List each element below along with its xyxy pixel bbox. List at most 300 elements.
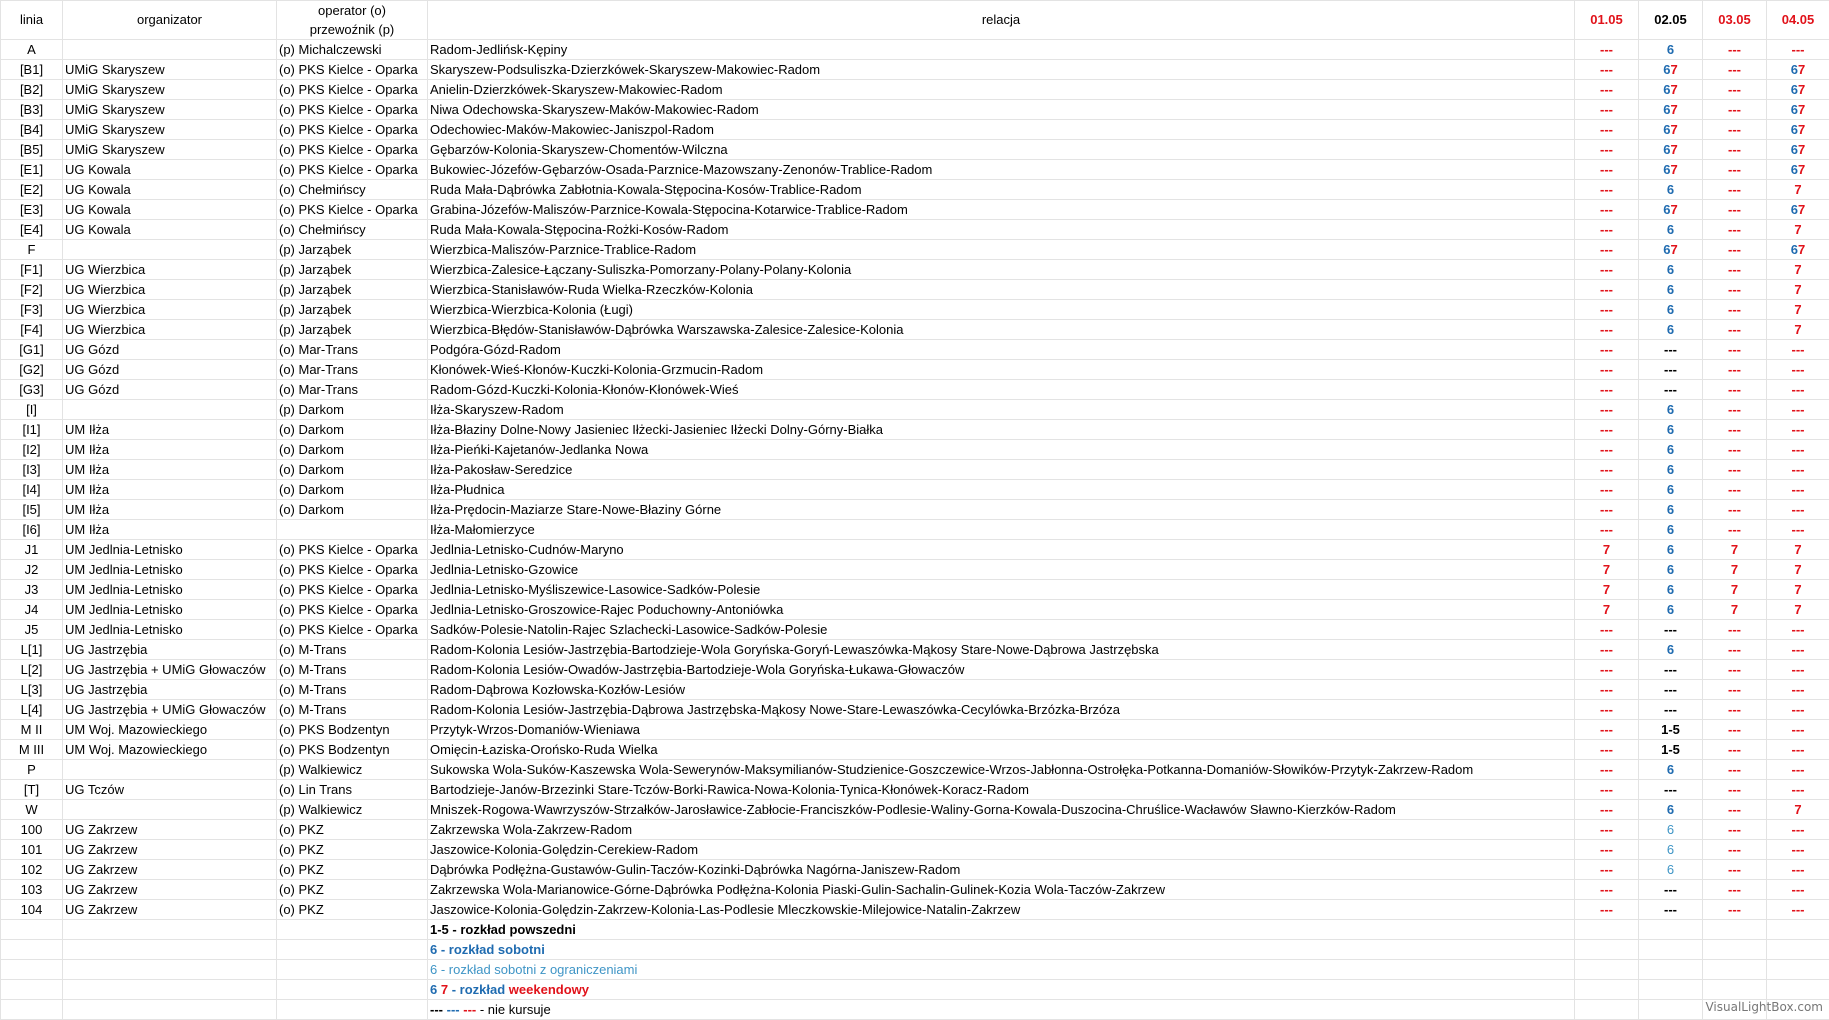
date-cell-0[interactable]: --- — [1575, 880, 1639, 900]
date-cell-2[interactable]: --- — [1703, 880, 1767, 900]
date-cell-2[interactable]: --- — [1703, 280, 1767, 300]
date-cell-3[interactable]: 7 — [1767, 180, 1829, 200]
date-cell-1[interactable]: 6 — [1639, 560, 1703, 580]
organizer-cell[interactable]: UG Jastrzębia — [63, 680, 277, 700]
line-cell[interactable]: [F4] — [1, 320, 63, 340]
empty-cell[interactable] — [1, 940, 63, 960]
empty-cell[interactable] — [277, 940, 428, 960]
header-date-03-05[interactable]: 03.05 — [1703, 1, 1767, 40]
organizer-cell[interactable]: UG Jastrzębia + UMiG Głowaczów — [63, 700, 277, 720]
route-cell[interactable]: Wierzbica-Maliszów-Parznice-Trablice-Radom — [428, 240, 1575, 260]
date-cell-1[interactable]: 6 — [1639, 820, 1703, 840]
route-cell[interactable]: Iłża-Małomierzyce — [428, 520, 1575, 540]
line-cell[interactable]: J5 — [1, 620, 63, 640]
route-cell[interactable]: Zakrzewska Wola-Marianowice-Górne-Dąbrówka Podłężna-Kolonia Piaski-Gulin-Sachalin-Gulinek-Kozia Wola-Taczów-Zakrzew — [428, 880, 1575, 900]
empty-cell[interactable] — [1767, 980, 1829, 1000]
empty-cell[interactable] — [1767, 960, 1829, 980]
empty-cell[interactable] — [1703, 980, 1767, 1000]
date-cell-0[interactable]: --- — [1575, 680, 1639, 700]
line-cell[interactable]: [B5] — [1, 140, 63, 160]
date-cell-3[interactable]: 7 — [1767, 600, 1829, 620]
date-cell-3[interactable]: --- — [1767, 620, 1829, 640]
date-cell-0[interactable]: --- — [1575, 820, 1639, 840]
organizer-cell[interactable]: UM Iłża — [63, 440, 277, 460]
date-cell-2[interactable]: --- — [1703, 340, 1767, 360]
route-cell[interactable]: Iłża-Prędocin-Maziarze Stare-Nowe-Błaziny Górne — [428, 500, 1575, 520]
operator-cell[interactable]: (o) PKS Kielce - Oparka — [277, 540, 428, 560]
date-cell-3[interactable]: --- — [1767, 480, 1829, 500]
organizer-cell[interactable]: UG Zakrzew — [63, 880, 277, 900]
date-cell-2[interactable]: --- — [1703, 700, 1767, 720]
line-cell[interactable]: [I4] — [1, 480, 63, 500]
operator-cell[interactable]: (o) Mar-Trans — [277, 340, 428, 360]
date-cell-3[interactable]: --- — [1767, 680, 1829, 700]
line-cell[interactable]: W — [1, 800, 63, 820]
organizer-cell[interactable]: UG Zakrzew — [63, 860, 277, 880]
date-cell-3[interactable]: --- — [1767, 700, 1829, 720]
date-cell-2[interactable]: --- — [1703, 500, 1767, 520]
date-cell-1[interactable]: 6 — [1639, 540, 1703, 560]
route-cell[interactable]: Kłonówek-Wieś-Kłonów-Kuczki-Kolonia-Grzmucin-Radom — [428, 360, 1575, 380]
date-cell-0[interactable]: --- — [1575, 720, 1639, 740]
operator-cell[interactable]: (p) Darkom — [277, 400, 428, 420]
organizer-cell[interactable] — [63, 760, 277, 780]
route-cell[interactable]: Jedlnia-Letnisko-Gzowice — [428, 560, 1575, 580]
date-cell-2[interactable]: --- — [1703, 60, 1767, 80]
date-cell-1[interactable]: --- — [1639, 660, 1703, 680]
organizer-cell[interactable]: UM Woj. Mazowieckiego — [63, 740, 277, 760]
date-cell-0[interactable]: --- — [1575, 60, 1639, 80]
organizer-cell[interactable]: UG Zakrzew — [63, 820, 277, 840]
header-date-04-05[interactable]: 04.05 — [1767, 1, 1829, 40]
date-cell-0[interactable]: --- — [1575, 260, 1639, 280]
route-cell[interactable]: Grabina-Józefów-Maliszów-Parznice-Kowala-Stępocina-Kotarwice-Trablice-Radom — [428, 200, 1575, 220]
date-cell-2[interactable]: --- — [1703, 220, 1767, 240]
date-cell-0[interactable]: --- — [1575, 240, 1639, 260]
date-cell-3[interactable] — [1767, 60, 1829, 80]
operator-cell[interactable]: (o) PKS Kielce - Oparka — [277, 160, 428, 180]
date-cell-1[interactable] — [1639, 160, 1703, 180]
date-cell-2[interactable]: --- — [1703, 200, 1767, 220]
organizer-cell[interactable]: UG Wierzbica — [63, 300, 277, 320]
operator-cell[interactable]: (o) M-Trans — [277, 680, 428, 700]
line-cell[interactable]: [F2] — [1, 280, 63, 300]
operator-cell[interactable] — [277, 520, 428, 540]
date-cell-2[interactable]: --- — [1703, 420, 1767, 440]
date-cell-3[interactable]: 7 — [1767, 540, 1829, 560]
date-cell-3[interactable]: 7 — [1767, 300, 1829, 320]
date-cell-3[interactable] — [1767, 120, 1829, 140]
date-cell-1[interactable]: --- — [1639, 380, 1703, 400]
line-cell[interactable]: [I5] — [1, 500, 63, 520]
line-cell[interactable]: L[4] — [1, 700, 63, 720]
date-cell-1[interactable]: 6 — [1639, 480, 1703, 500]
date-cell-1[interactable]: 6 — [1639, 400, 1703, 420]
date-cell-1[interactable] — [1639, 140, 1703, 160]
operator-cell[interactable]: (o) PKS Kielce - Oparka — [277, 620, 428, 640]
empty-cell[interactable] — [1, 920, 63, 940]
date-cell-1[interactable]: 6 — [1639, 500, 1703, 520]
organizer-cell[interactable]: UG Wierzbica — [63, 260, 277, 280]
date-cell-1[interactable]: 6 — [1639, 800, 1703, 820]
date-cell-3[interactable]: --- — [1767, 860, 1829, 880]
operator-cell[interactable]: (o) Darkom — [277, 500, 428, 520]
date-cell-2[interactable]: --- — [1703, 720, 1767, 740]
organizer-cell[interactable]: UG Kowala — [63, 200, 277, 220]
organizer-cell[interactable] — [63, 400, 277, 420]
date-cell-0[interactable]: --- — [1575, 140, 1639, 160]
date-cell-1[interactable]: 6 — [1639, 760, 1703, 780]
date-cell-3[interactable] — [1767, 140, 1829, 160]
operator-cell[interactable]: (o) M-Trans — [277, 700, 428, 720]
header-relacja[interactable]: relacja — [428, 1, 1575, 40]
empty-cell[interactable] — [1767, 940, 1829, 960]
date-cell-0[interactable]: --- — [1575, 340, 1639, 360]
date-cell-3[interactable]: --- — [1767, 740, 1829, 760]
route-cell[interactable]: Sadków-Polesie-Natolin-Rajec Szlachecki-Lasowice-Sadków-Polesie — [428, 620, 1575, 640]
date-cell-1[interactable]: 6 — [1639, 420, 1703, 440]
date-cell-1[interactable]: 6 — [1639, 640, 1703, 660]
empty-cell[interactable] — [1767, 920, 1829, 940]
header-date-02-05[interactable]: 02.05 — [1639, 1, 1703, 40]
empty-cell[interactable] — [1639, 920, 1703, 940]
route-cell[interactable]: Dąbrówka Podłężna-Gustawów-Gulin-Taczów-Kozinki-Dąbrówka Nagórna-Janiszew-Radom — [428, 860, 1575, 880]
date-cell-2[interactable]: --- — [1703, 440, 1767, 460]
route-cell[interactable]: Iłża-Płudnica — [428, 480, 1575, 500]
date-cell-1[interactable]: 6 — [1639, 180, 1703, 200]
line-cell[interactable]: [F1] — [1, 260, 63, 280]
operator-cell[interactable]: (o) Darkom — [277, 460, 428, 480]
date-cell-3[interactable]: --- — [1767, 900, 1829, 920]
date-cell-2[interactable]: --- — [1703, 900, 1767, 920]
date-cell-0[interactable]: --- — [1575, 520, 1639, 540]
operator-cell[interactable]: (o) Mar-Trans — [277, 360, 428, 380]
organizer-cell[interactable]: UM Iłża — [63, 420, 277, 440]
line-cell[interactable]: [I2] — [1, 440, 63, 460]
date-cell-3[interactable]: 7 — [1767, 280, 1829, 300]
date-cell-1[interactable] — [1639, 200, 1703, 220]
route-cell[interactable]: Odechowiec-Maków-Makowiec-Janiszpol-Radom — [428, 120, 1575, 140]
line-cell[interactable]: 103 — [1, 880, 63, 900]
legend-weekday[interactable]: 1-5 - rozkład powszedni — [428, 920, 1575, 940]
operator-cell[interactable]: (p) Jarząbek — [277, 260, 428, 280]
date-cell-0[interactable]: 7 — [1575, 600, 1639, 620]
route-cell[interactable]: Radom-Gózd-Kuczki-Kolonia-Kłonów-Kłonówek-Wieś — [428, 380, 1575, 400]
organizer-cell[interactable]: UG Gózd — [63, 380, 277, 400]
line-cell[interactable]: M II — [1, 720, 63, 740]
line-cell[interactable]: [I1] — [1, 420, 63, 440]
route-cell[interactable]: Wierzbica-Stanisławów-Ruda Wielka-Rzeczków-Kolonia — [428, 280, 1575, 300]
line-cell[interactable]: [G1] — [1, 340, 63, 360]
line-cell[interactable]: [E1] — [1, 160, 63, 180]
organizer-cell[interactable]: UG Kowala — [63, 160, 277, 180]
route-cell[interactable]: Jaszowice-Kolonia-Golędzin-Cerekiew-Radom — [428, 840, 1575, 860]
operator-cell[interactable]: (o) Chełmińscy — [277, 220, 428, 240]
date-cell-0[interactable]: --- — [1575, 200, 1639, 220]
operator-cell[interactable]: (o) Mar-Trans — [277, 380, 428, 400]
operator-cell[interactable]: (o) Darkom — [277, 420, 428, 440]
operator-cell[interactable]: (o) PKS Kielce - Oparka — [277, 100, 428, 120]
date-cell-0[interactable]: --- — [1575, 860, 1639, 880]
date-cell-2[interactable]: --- — [1703, 660, 1767, 680]
route-cell[interactable]: Iłża-Pieńki-Kajetanów-Jedlanka Nowa — [428, 440, 1575, 460]
date-cell-2[interactable]: --- — [1703, 740, 1767, 760]
empty-cell[interactable] — [1575, 960, 1639, 980]
route-cell[interactable]: Zakrzewska Wola-Zakrzew-Radom — [428, 820, 1575, 840]
date-cell-0[interactable]: --- — [1575, 840, 1639, 860]
empty-cell[interactable] — [63, 940, 277, 960]
date-cell-3[interactable] — [1767, 200, 1829, 220]
date-cell-3[interactable]: --- — [1767, 640, 1829, 660]
route-cell[interactable]: Gębarzów-Kolonia-Skaryszew-Chomentów-Wilczna — [428, 140, 1575, 160]
date-cell-3[interactable]: --- — [1767, 660, 1829, 680]
date-cell-1[interactable]: 6 — [1639, 840, 1703, 860]
date-cell-0[interactable]: 7 — [1575, 540, 1639, 560]
route-cell[interactable]: Ruda Mała-Dąbrówka Zabłotnia-Kowala-Stępocina-Kosów-Trablice-Radom — [428, 180, 1575, 200]
line-cell[interactable]: M III — [1, 740, 63, 760]
empty-cell[interactable] — [277, 980, 428, 1000]
date-cell-2[interactable]: --- — [1703, 820, 1767, 840]
date-cell-1[interactable] — [1639, 240, 1703, 260]
route-cell[interactable]: Bartodzieje-Janów-Brzezinki Stare-Tczów-Borki-Rawica-Nowa-Kolonia-Tynica-Kłonówek-Koracz-Radom — [428, 780, 1575, 800]
organizer-cell[interactable]: UG Wierzbica — [63, 320, 277, 340]
organizer-cell[interactable]: UG Gózd — [63, 360, 277, 380]
date-cell-0[interactable]: --- — [1575, 80, 1639, 100]
empty-cell[interactable] — [1575, 920, 1639, 940]
date-cell-0[interactable]: --- — [1575, 100, 1639, 120]
date-cell-1[interactable]: 6 — [1639, 520, 1703, 540]
route-cell[interactable]: Jaszowice-Kolonia-Golędzin-Zakrzew-Kolonia-Las-Podlesie Mleczkowskie-Milejowice-Natalin-Zakrzew — [428, 900, 1575, 920]
date-cell-1[interactable]: 1-5 — [1639, 740, 1703, 760]
route-cell[interactable]: Skaryszew-Podsuliszka-Dzierzkówek-Skaryszew-Makowiec-Radom — [428, 60, 1575, 80]
route-cell[interactable]: Radom-Kolonia Lesiów-Owadów-Jastrzębia-Bartodzieje-Wola Goryńska-Łukawa-Głowaczów — [428, 660, 1575, 680]
organizer-cell[interactable]: UMiG Skaryszew — [63, 80, 277, 100]
date-cell-3[interactable] — [1767, 240, 1829, 260]
date-cell-1[interactable]: 6 — [1639, 300, 1703, 320]
operator-cell[interactable]: (o) M-Trans — [277, 660, 428, 680]
line-cell[interactable]: [E3] — [1, 200, 63, 220]
route-cell[interactable]: Ruda Mała-Kowala-Stępocina-Rożki-Kosów-Radom — [428, 220, 1575, 240]
operator-cell[interactable]: (o) PKS Kielce - Oparka — [277, 600, 428, 620]
date-cell-2[interactable]: --- — [1703, 160, 1767, 180]
line-cell[interactable]: [I] — [1, 400, 63, 420]
operator-cell[interactable]: (o) PKS Kielce - Oparka — [277, 120, 428, 140]
route-cell[interactable]: Iłża-Skaryszew-Radom — [428, 400, 1575, 420]
empty-cell[interactable] — [1639, 980, 1703, 1000]
date-cell-0[interactable]: --- — [1575, 280, 1639, 300]
line-cell[interactable]: J4 — [1, 600, 63, 620]
line-cell[interactable]: J2 — [1, 560, 63, 580]
date-cell-0[interactable]: --- — [1575, 700, 1639, 720]
route-cell[interactable]: Iłża-Błaziny Dolne-Nowy Jasieniec Iłżecki-Jasieniec Iłżecki Dolny-Górny-Białka — [428, 420, 1575, 440]
route-cell[interactable]: Wierzbica-Zalesice-Łączany-Suliszka-Pomorzany-Polany-Polany-Kolonia — [428, 260, 1575, 280]
date-cell-0[interactable]: --- — [1575, 380, 1639, 400]
operator-cell[interactable]: (o) PKS Bodzentyn — [277, 720, 428, 740]
organizer-cell[interactable]: UG Kowala — [63, 180, 277, 200]
organizer-cell[interactable]: UG Tczów — [63, 780, 277, 800]
line-cell[interactable]: L[1] — [1, 640, 63, 660]
empty-cell[interactable] — [1639, 940, 1703, 960]
organizer-cell[interactable]: UMiG Skaryszew — [63, 60, 277, 80]
date-cell-3[interactable] — [1767, 80, 1829, 100]
route-cell[interactable]: Wierzbica-Wierzbica-Kolonia (Ługi) — [428, 300, 1575, 320]
operator-cell[interactable]: (o) PKZ — [277, 880, 428, 900]
operator-cell[interactable]: (p) Jarząbek — [277, 320, 428, 340]
line-cell[interactable]: [I6] — [1, 520, 63, 540]
date-cell-3[interactable]: --- — [1767, 360, 1829, 380]
organizer-cell[interactable] — [63, 40, 277, 60]
date-cell-0[interactable]: --- — [1575, 500, 1639, 520]
date-cell-2[interactable]: --- — [1703, 760, 1767, 780]
date-cell-1[interactable]: --- — [1639, 680, 1703, 700]
route-cell[interactable]: Omięcin-Łaziska-Orońsko-Ruda Wielka — [428, 740, 1575, 760]
route-cell[interactable]: Bukowiec-Józefów-Gębarzów-Osada-Parznice-Mazowszany-Zenonów-Trablice-Radom — [428, 160, 1575, 180]
date-cell-1[interactable]: --- — [1639, 700, 1703, 720]
date-cell-3[interactable]: 7 — [1767, 800, 1829, 820]
operator-cell[interactable]: (o) Darkom — [277, 480, 428, 500]
date-cell-2[interactable]: --- — [1703, 80, 1767, 100]
empty-cell[interactable] — [63, 1000, 277, 1020]
date-cell-2[interactable]: --- — [1703, 40, 1767, 60]
date-cell-1[interactable]: --- — [1639, 880, 1703, 900]
date-cell-0[interactable]: --- — [1575, 220, 1639, 240]
date-cell-1[interactable] — [1639, 120, 1703, 140]
date-cell-3[interactable]: 7 — [1767, 320, 1829, 340]
header-date-01-05[interactable]: 01.05 — [1575, 1, 1639, 40]
date-cell-0[interactable]: --- — [1575, 640, 1639, 660]
line-cell[interactable]: J3 — [1, 580, 63, 600]
route-cell[interactable]: Radom-Kolonia Lesiów-Jastrzębia-Bartodzieje-Wola Goryńska-Goryń-Lewaszówka-Mąkosy Stare-Nowe-Dąbrowa Jastrzębska — [428, 640, 1575, 660]
date-cell-3[interactable]: --- — [1767, 760, 1829, 780]
organizer-cell[interactable]: UM Woj. Mazowieckiego — [63, 720, 277, 740]
empty-cell[interactable] — [63, 920, 277, 940]
date-cell-3[interactable]: 7 — [1767, 580, 1829, 600]
organizer-cell[interactable]: UM Jedlnia-Letnisko — [63, 580, 277, 600]
route-cell[interactable]: Wierzbica-Błędów-Stanisławów-Dąbrówka Warszawska-Zalesice-Zalesice-Kolonia — [428, 320, 1575, 340]
route-cell[interactable]: Przytyk-Wrzos-Domaniów-Wieniawa — [428, 720, 1575, 740]
empty-cell[interactable] — [63, 980, 277, 1000]
date-cell-3[interactable]: --- — [1767, 460, 1829, 480]
empty-cell[interactable] — [1639, 1000, 1703, 1020]
date-cell-3[interactable]: --- — [1767, 500, 1829, 520]
legend-weekend[interactable] — [428, 980, 1575, 1000]
operator-cell[interactable]: (o) PKS Kielce - Oparka — [277, 80, 428, 100]
date-cell-2[interactable]: --- — [1703, 260, 1767, 280]
date-cell-2[interactable]: --- — [1703, 180, 1767, 200]
date-cell-2[interactable]: --- — [1703, 320, 1767, 340]
date-cell-0[interactable]: --- — [1575, 40, 1639, 60]
date-cell-2[interactable]: --- — [1703, 520, 1767, 540]
header-przewoznik[interactable]: przewoźnik (p) — [277, 20, 428, 40]
operator-cell[interactable]: (o) M-Trans — [277, 640, 428, 660]
organizer-cell[interactable]: UG Jastrzębia + UMiG Głowaczów — [63, 660, 277, 680]
operator-cell[interactable]: (o) PKZ — [277, 820, 428, 840]
header-operator[interactable]: operator (o) — [277, 1, 428, 21]
date-cell-1[interactable]: 6 — [1639, 280, 1703, 300]
date-cell-3[interactable]: --- — [1767, 400, 1829, 420]
line-cell[interactable]: F — [1, 240, 63, 260]
route-cell[interactable]: Sukowska Wola-Suków-Kaszewska Wola-Sewerynów-Maksymilianów-Studzienice-Goszczewice-Wrzos-Jabłonna-Ostrołęka-Potkanna-Domaniów-Słowików-Przytyk-Zakrzew-Radom — [428, 760, 1575, 780]
organizer-cell[interactable]: UM Iłża — [63, 520, 277, 540]
empty-cell[interactable] — [277, 1000, 428, 1020]
empty-cell[interactable] — [277, 920, 428, 940]
empty-cell[interactable] — [1575, 1000, 1639, 1020]
date-cell-2[interactable]: --- — [1703, 480, 1767, 500]
date-cell-1[interactable]: 6 — [1639, 600, 1703, 620]
header-organizator[interactable]: organizator — [63, 1, 277, 40]
line-cell[interactable]: L[2] — [1, 660, 63, 680]
date-cell-0[interactable]: --- — [1575, 420, 1639, 440]
route-cell[interactable]: Iłża-Pakosław-Seredzice — [428, 460, 1575, 480]
line-cell[interactable]: P — [1, 760, 63, 780]
operator-cell[interactable]: (p) Michalczewski — [277, 40, 428, 60]
operator-cell[interactable]: (p) Jarząbek — [277, 240, 428, 260]
date-cell-0[interactable]: --- — [1575, 780, 1639, 800]
empty-cell[interactable] — [1, 1000, 63, 1020]
date-cell-1[interactable]: 6 — [1639, 40, 1703, 60]
route-cell[interactable]: Mniszek-Rogowa-Wawrzyszów-Strzałków-Jarosławice-Zabłocie-Franciszków-Podlesie-Waliny-Gorna-Kowala-Duszocina-Chruślice-Wacławów Sławno-Kierzków-Radom — [428, 800, 1575, 820]
empty-cell[interactable] — [1703, 920, 1767, 940]
date-cell-0[interactable]: --- — [1575, 320, 1639, 340]
route-cell[interactable]: Radom-Dąbrowa Kozłowska-Kozłów-Lesiów — [428, 680, 1575, 700]
line-cell[interactable]: [E2] — [1, 180, 63, 200]
operator-cell[interactable]: (o) PKZ — [277, 860, 428, 880]
line-cell[interactable]: [F3] — [1, 300, 63, 320]
legend-saturday-limited[interactable]: 6 - rozkład sobotni z ograniczeniami — [428, 960, 1575, 980]
organizer-cell[interactable]: UMiG Skaryszew — [63, 120, 277, 140]
organizer-cell[interactable]: UG Wierzbica — [63, 280, 277, 300]
date-cell-3[interactable]: --- — [1767, 840, 1829, 860]
date-cell-2[interactable]: --- — [1703, 800, 1767, 820]
date-cell-1[interactable]: 6 — [1639, 220, 1703, 240]
date-cell-1[interactable] — [1639, 100, 1703, 120]
empty-cell[interactable] — [1, 980, 63, 1000]
date-cell-1[interactable]: 6 — [1639, 260, 1703, 280]
date-cell-2[interactable]: --- — [1703, 780, 1767, 800]
date-cell-1[interactable]: --- — [1639, 360, 1703, 380]
organizer-cell[interactable] — [63, 240, 277, 260]
organizer-cell[interactable]: UG Gózd — [63, 340, 277, 360]
date-cell-2[interactable]: 7 — [1703, 600, 1767, 620]
date-cell-1[interactable]: 6 — [1639, 460, 1703, 480]
date-cell-0[interactable]: --- — [1575, 660, 1639, 680]
date-cell-0[interactable]: --- — [1575, 900, 1639, 920]
operator-cell[interactable]: (o) PKS Bodzentyn — [277, 740, 428, 760]
date-cell-3[interactable]: --- — [1767, 880, 1829, 900]
operator-cell[interactable]: (o) Lin Trans — [277, 780, 428, 800]
date-cell-1[interactable]: 6 — [1639, 440, 1703, 460]
date-cell-3[interactable]: --- — [1767, 380, 1829, 400]
line-cell[interactable]: [B2] — [1, 80, 63, 100]
date-cell-1[interactable] — [1639, 60, 1703, 80]
line-cell[interactable]: [T] — [1, 780, 63, 800]
date-cell-2[interactable]: --- — [1703, 460, 1767, 480]
date-cell-3[interactable]: 7 — [1767, 560, 1829, 580]
operator-cell[interactable]: (o) PKS Kielce - Oparka — [277, 560, 428, 580]
operator-cell[interactable]: (p) Walkiewicz — [277, 760, 428, 780]
route-cell[interactable]: Jedlnia-Letnisko-Cudnów-Maryno — [428, 540, 1575, 560]
operator-cell[interactable]: (p) Walkiewicz — [277, 800, 428, 820]
line-cell[interactable]: L[3] — [1, 680, 63, 700]
date-cell-2[interactable]: 7 — [1703, 580, 1767, 600]
route-cell[interactable]: Jedlnia-Letnisko-Myśliszewice-Lasowice-Sadków-Polesie — [428, 580, 1575, 600]
date-cell-1[interactable]: 6 — [1639, 580, 1703, 600]
date-cell-3[interactable]: --- — [1767, 340, 1829, 360]
date-cell-3[interactable]: --- — [1767, 40, 1829, 60]
date-cell-0[interactable]: 7 — [1575, 580, 1639, 600]
legend-none[interactable] — [428, 1000, 1575, 1020]
date-cell-0[interactable]: --- — [1575, 800, 1639, 820]
